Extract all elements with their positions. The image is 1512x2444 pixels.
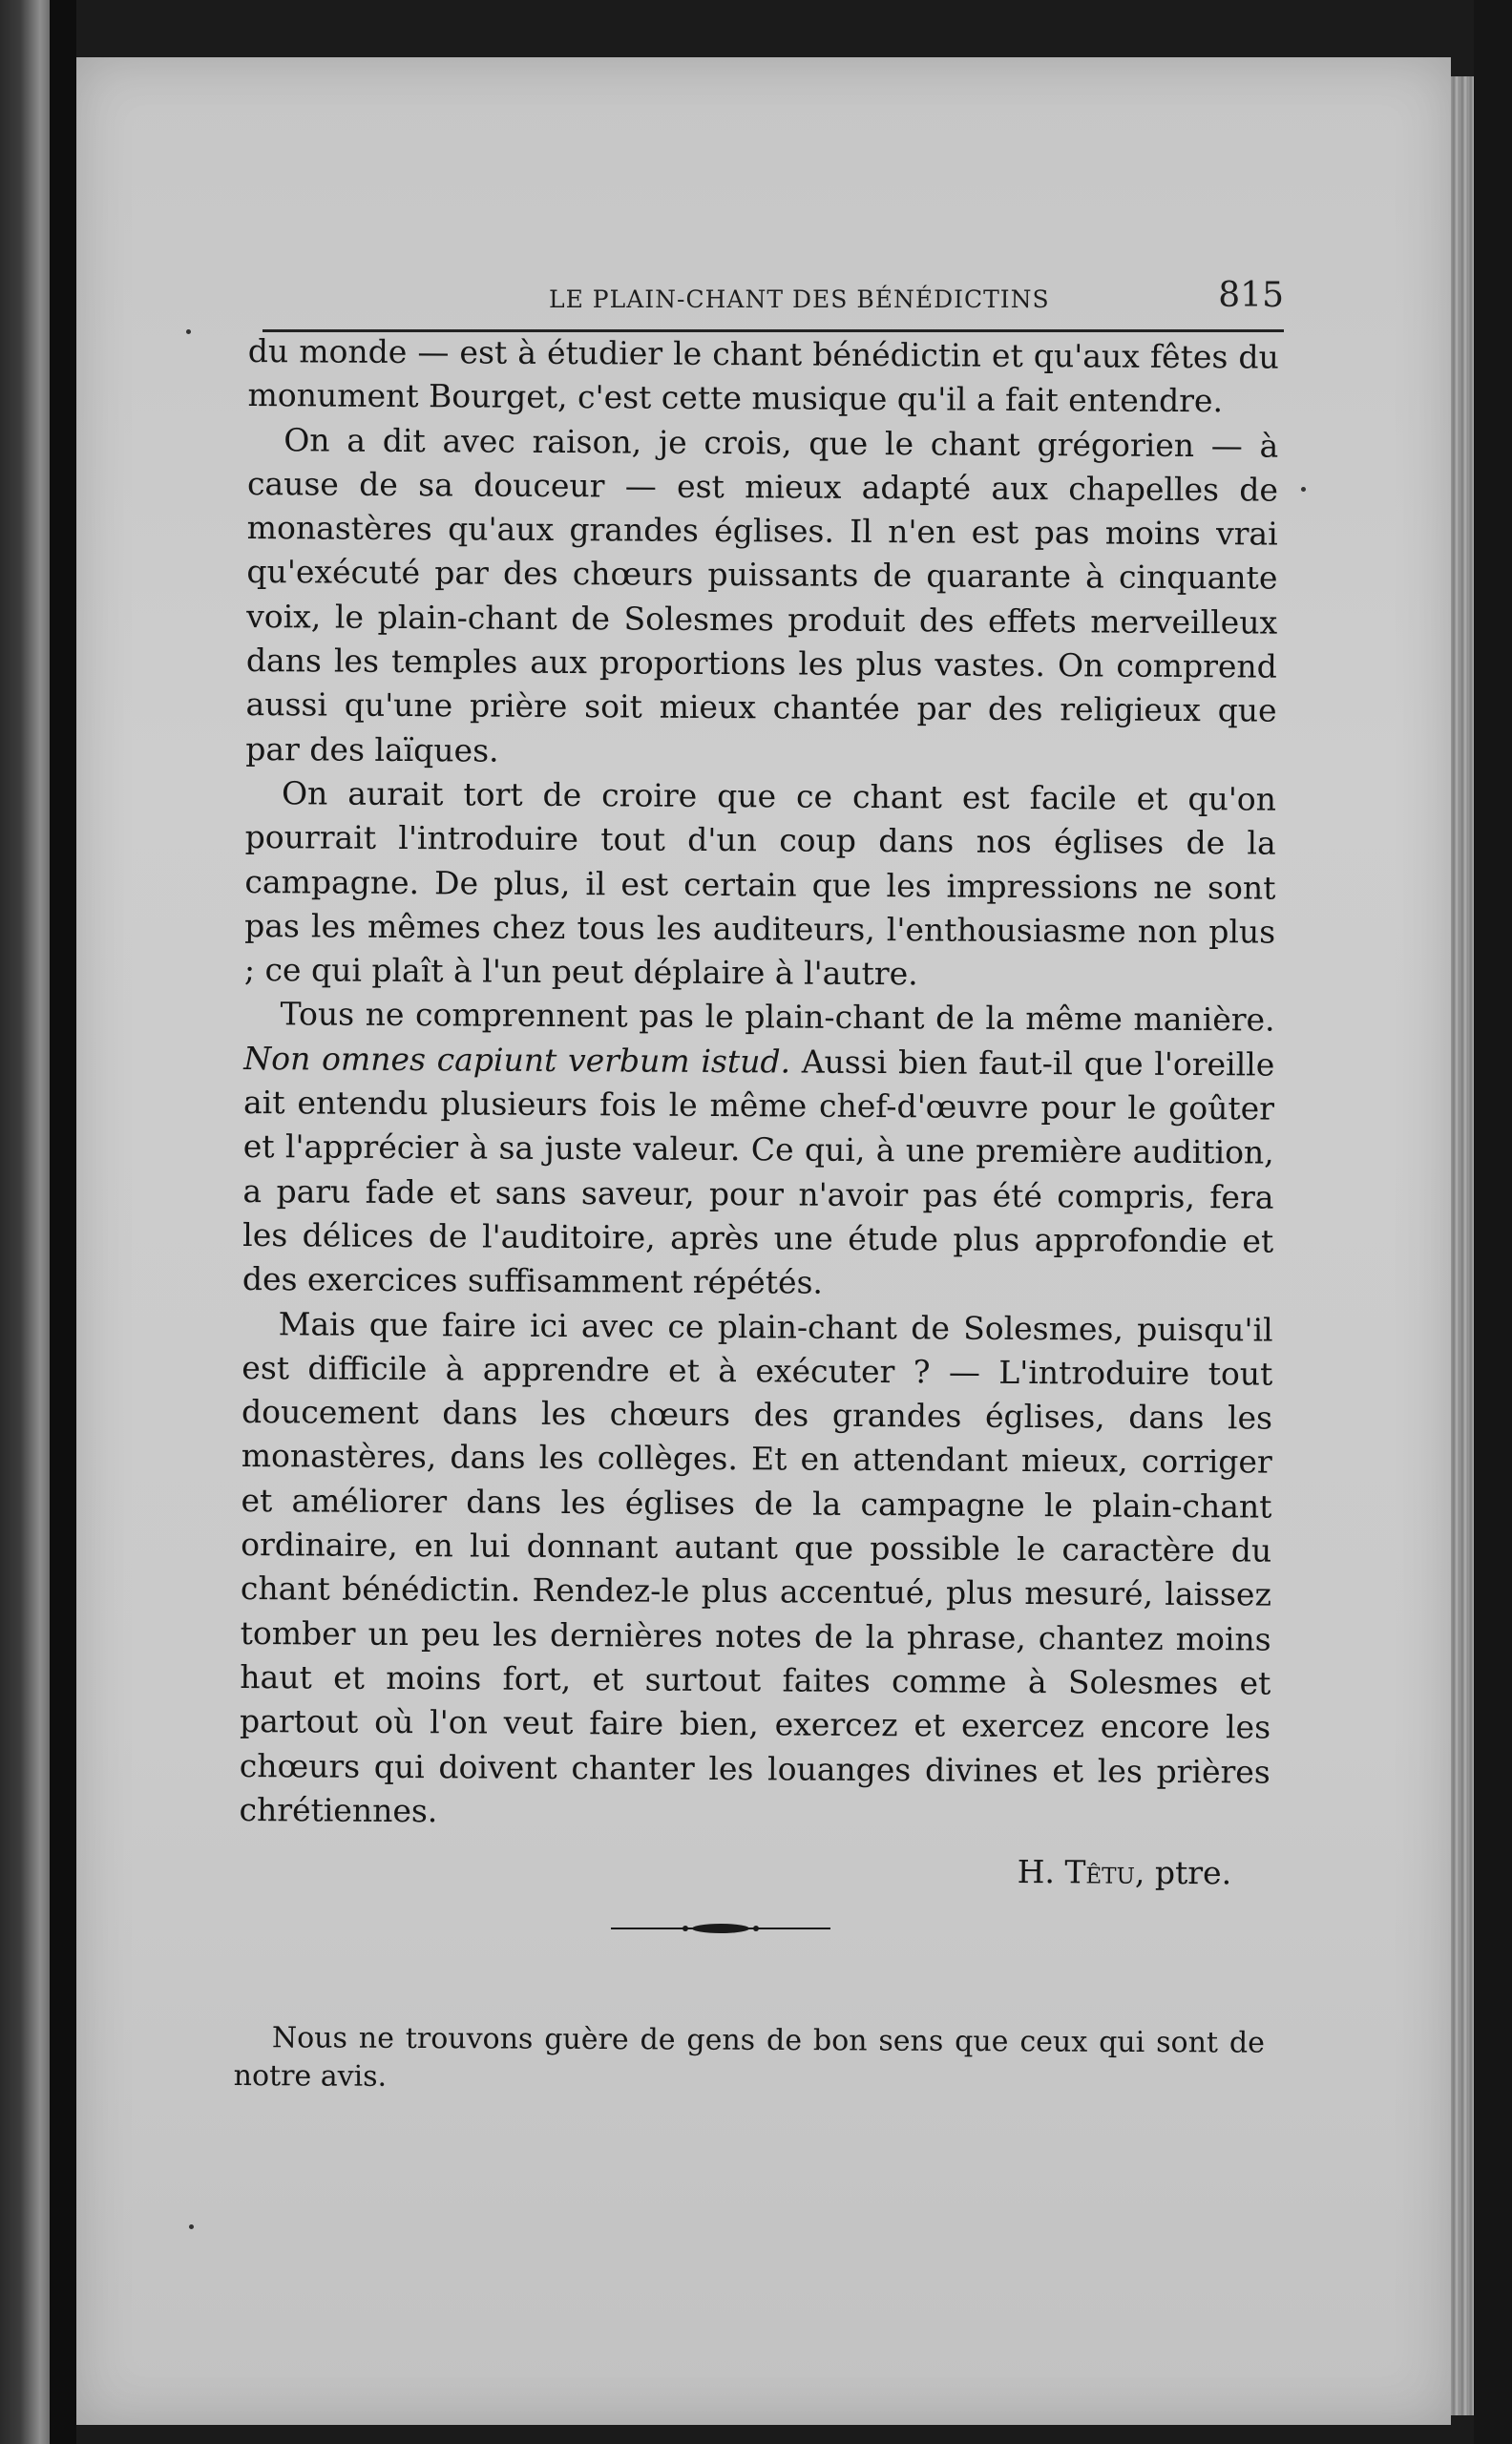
- page-number: 815: [1218, 276, 1284, 315]
- scan-speck: [189, 2224, 194, 2229]
- paragraph-3: On aurait tort de croire que ce chant est facile et qu'on pourrait l'introduire tout d'un coup dans nos églises de la campagne. De plus, il est certain que les impressions ne sont pas les mêmes chez tous les auditeurs, l'enthousiasme non plus ; ce qui plaît à l'un peut déplaire à l'autre.: [243, 774, 1277, 993]
- book-page: [76, 57, 1451, 2425]
- paragraph-1: du monde — est à étudier le chant bénédictin et qu'aux fêtes du monument Bourget, c'est cette musique qu'il a fait entendre.: [247, 331, 1279, 420]
- right-scan-background: [1474, 0, 1512, 2444]
- book-binding-shadow: [50, 0, 76, 2444]
- signature-initial: H.: [1017, 1853, 1065, 1891]
- paragraph-2: On a dit avec raison, je crois, que le chant grégorien — à cause de sa douceur — est mieux adapté aux chapelles de monastères qu'aux grandes églises. Il n'en est pas moins vrai qu'exécuté par des chœurs puissants de quarante à cinquante voix, le plain-chant de Solesmes produit des effets merveilleux dans les temples aux proportions les plus vastes. On comprend aussi qu'une prière soit mieux chantée par des religieux que par des laïques.: [245, 420, 1279, 769]
- paragraph-4: [242, 992, 1275, 1308]
- maxim-text: Nous ne trouvons guère de gens de bon sens que ceux qui sont de notre avis.: [233, 2021, 1265, 2094]
- scan-speck: [1301, 487, 1306, 492]
- paragraph-4-text-end: Aussi bien faut-il que l'oreille ait entendu plusieurs fois le même chef-d'œuvre pour le goûter et l'apprécier à sa juste valeur. Ce qui, à une première audition, a paru fade et sans saveur, pour n'avoir pas été compris, fera les délices de l'auditoire, après une étude plus approfondie et des exercices suffisamment répétés.: [242, 1043, 1275, 1301]
- paragraph-5: Mais que faire ici avec ce plain-chant de Solesmes, puisqu'il est difficile à apprendre et à exécuter ? — L'introduire tout doucement dans les chœurs des grandes églises, dans les monastères, dans les collèges. Et en attendant mieux, corriger et améliorer dans les églises de la campagne le plain-chant ordinaire, en lui donnant autant que possible le caractère du chant bénédictin. Rendez-le plus accentué, plus mesuré, laissez tomber un peu les dernières notes de la phrase, chantez moins haut et moins fort, et surtout faites comme à Solesmes et partout où l'on veut faire bien, exercez et exercez encore les chœurs qui doivent chanter les louanges divines et les prières chrétiennes.: [239, 1304, 1273, 1830]
- fleuron-divider-ornament: [611, 1919, 830, 1938]
- signature-name: Têtu: [1064, 1853, 1136, 1891]
- running-title: LE PLAIN-CHANT DES BÉNÉDICTINS: [549, 285, 1050, 313]
- article-text: [239, 329, 1279, 1896]
- paragraph-4-text-start: Tous ne comprennent pas le plain-chant de la même manière.: [280, 995, 1275, 1040]
- scan-speck: [186, 329, 191, 334]
- closing-maxim: [234, 2019, 1265, 2101]
- page-header: [262, 272, 1284, 332]
- latin-quotation: Non omnes capiunt verbum istud.: [243, 1039, 791, 1081]
- author-signature: [239, 1845, 1270, 1896]
- signature-title: , ptre.: [1134, 1853, 1232, 1892]
